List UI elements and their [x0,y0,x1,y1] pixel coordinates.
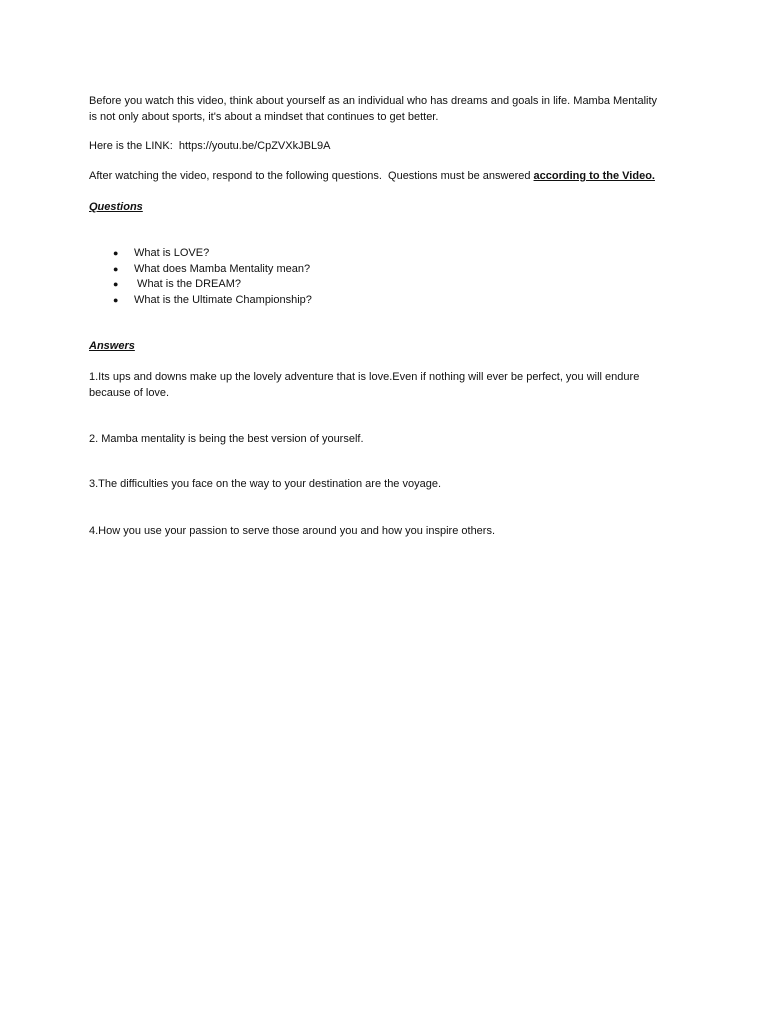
list-item [89,293,312,309]
answer-text: 1.Its ups and downs make up the lovely adventure that is love.Even if nothing will ever be perfect, you will endure [89,371,640,383]
instruction-text: After watching the video, respond to the following questions. Questions must be answered [89,170,534,182]
answers-heading: Answers [89,340,135,352]
answer-2 [89,431,689,447]
answer-text: 3.The difficulties you face on the way to your destination are the voyage. [89,478,442,490]
questions-heading: Questions [89,201,143,213]
list-item [89,246,312,262]
instruction-emphasis: according to the Video. [533,170,655,182]
intro-paragraph [89,93,689,125]
answer-4 [89,523,689,539]
question-text: What is LOVE? [134,247,210,259]
instruction-paragraph [89,168,689,184]
list-item [89,262,312,278]
answer-text: 2. Mamba mentality is being the best version of yourself. [89,433,364,445]
intro-line-1: Before you watch this video, think about yourself as an individual who has dreams and goals in life. Mamba Mentality [89,95,658,107]
bullet-icon: ● [113,248,119,258]
answer-text: 4.How you use your passion to serve those around you and how you inspire others. [89,525,496,537]
question-text: What is the DREAM? [134,278,241,290]
intro-line-2: is not only about sports, it's about a mindset that continues to get better. [89,111,439,123]
video-link[interactable]: https://youtu.be/CpZVXkJBL9A [178,140,331,152]
answer-text: because of love. [89,387,170,399]
questions-list [89,246,312,308]
link-label: Here is the LINK: [89,140,179,152]
answer-1 [89,369,689,401]
link-paragraph [89,138,689,154]
bullet-icon: ● [113,294,119,305]
question-text: What does Mamba Mentality mean? [134,262,311,275]
question-text: What is the Ultimate Championship? [134,293,312,306]
list-item [89,277,312,293]
bullet-icon: ● [113,263,119,274]
bullet-icon: ● [113,279,119,289]
answer-3 [89,476,689,492]
